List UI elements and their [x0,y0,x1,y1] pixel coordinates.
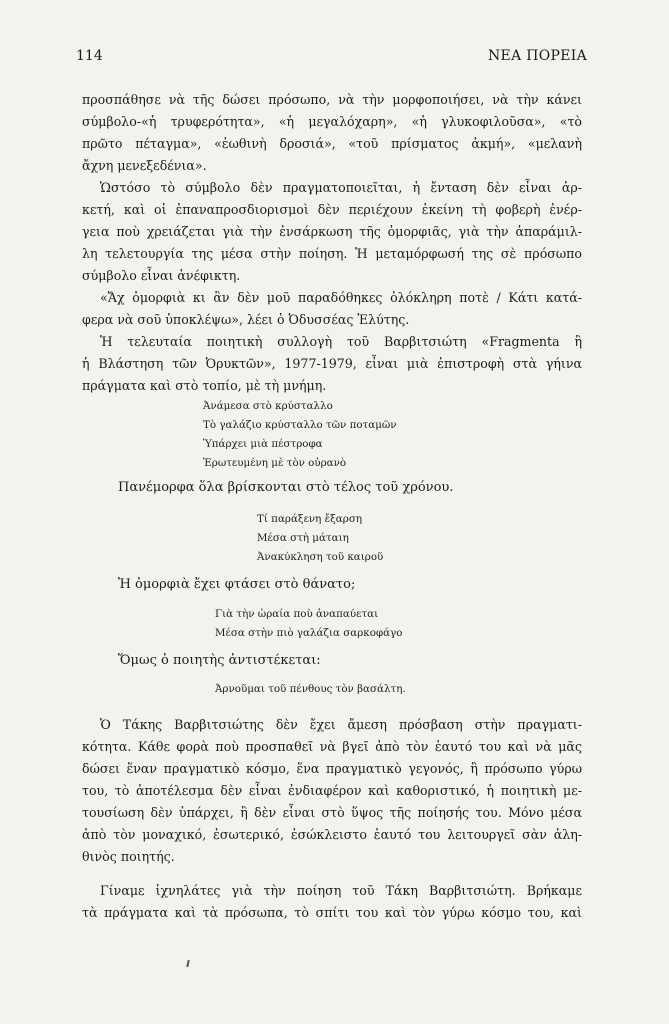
verse-line: Τί παράξενη ἔξαρση [257,513,363,525]
paragraph-1 [82,89,582,177]
text-line: «Ἄχ ὀμορφιὰ κι ἂν δὲν μοῦ παραδόθηκες ὁλόκληρη ποτὲ / Κάτι κατά- [100,290,582,305]
text-line: τὰ πράγματα καὶ τὰ πρόσωπα, τὸ σπίτι του καὶ τὸν γύρω κόσμο του, καὶ [82,905,582,920]
text-line: τουσίωση δὲν ὑπάρχει, ἢ δὲν εἶναι στὸ ὕψος τῆς ποίησής του. Μόνο μέσα [82,805,582,820]
verse-line: Γιὰ τὴν ὡραία ποὺ ἀναπαύεται [215,608,379,620]
verse-line: Μέσα στὴ μάταιη [257,532,349,544]
text-line: δώσει ἕναν πραγματικὸ κόσμο, ἕνα πραγματικὸ γεγονός, ἢ πρόσωπο γύρω [82,761,582,776]
verse-line: Ἀρνοῦμαι τοῦ πένθους τὸν βασάλτη. [215,683,406,695]
text-line: κετή, καὶ οἱ ἐπαναπροσδιορισμοὶ δὲν περιέχουν ἐκείνη τὴ φοβερὴ ἐνέρ- [82,202,582,217]
text-line: σύμβολο-«ἡ τρυφερότητα», «ἡ μεγαλόχαρη», «ἡ γλυκοφιλοῦσα», «τὸ [82,114,582,129]
paragraph-2 [82,177,582,287]
verse-line: Ἀνακύκληση τοῦ καιροῦ [257,551,384,563]
page-header [76,48,587,68]
text-line: φερα νὰ σοῦ ὑποκλέψω», λέει ὁ Ὀδυσσέας Ἐλύτης. [82,312,410,327]
text-line: ἀπὸ τὸν μοναχικό, ἐσωτερικό, ἐσώκλειστο ἑαυτό του λειτουργεῖ σὰν ἀλη- [82,827,582,842]
poem-stanza-4 [215,680,406,699]
text-line: του, τὸ ἀποτέλεσμα δὲν εἶναι ἐνδιαφέρον καὶ καθοριστικό, ἡ ποιητικὴ με- [82,783,582,798]
text-line: Ὁ Τάκης Βαρβιτσιώτης δὲν ἔχει ἄμεση πρόσβαση στὴν πραγματι- [100,717,582,732]
page-number: 114 [76,48,103,64]
text-line: ἄχνη μενεξεδένια». [82,158,207,173]
paragraph-5 [82,714,582,868]
text-line: σύμβολο εἶναι ἀνέφικτη. [82,268,241,283]
text-line: θινὸς ποιητής. [82,849,175,864]
running-title: ΝΕΑ ΠΟΡΕΙΑ [488,48,587,64]
text-line: προσπάθησε νὰ τῆς δώσει πρόσωπο, νὰ τὴν μορφοποιήσει, νὰ τὴν κάνει [82,92,582,107]
text-line: πράγματα καὶ στὸ τοπίο, μὲ τὴ μνήμη. [82,378,327,393]
prose-line-3: Ὅμως ὁ ποιητὴς ἀντιστέκεται: [118,653,321,668]
paragraph-6 [82,880,582,924]
verse-line: Μέσα στὴν πιὸ γαλάζια σαρκοφάγο [215,627,403,639]
text-line: Ὡστόσο τὸ σύμβολο δὲν πραγματοποιεῖται, ἡ ἔνταση δὲν εἶναι ἀρ- [100,180,582,195]
text-line: γεια ποὺ χρειάζεται γιὰ τὴν ἐνσάρκωση τῆς ὀμορφιᾶς, γιὰ τὴν ἀπαράμιλ- [82,224,582,239]
paragraph-4 [82,331,582,397]
text-line: κότητα. Κάθε φορὰ ποὺ προσπαθεῖ νὰ βγεῖ ἀπὸ τὸν ἑαυτό του καὶ νὰ μᾶς [82,739,582,754]
text-line: πρῶτο πέταγμα», «ἐωθινὴ δροσιά», «τοῦ πρίσματος ἀκμή», «μελανὴ [82,136,582,151]
prose-line-1: Πανέμορφα ὅλα βρίσκονται στὸ τέλος τοῦ χρόνου. [118,480,454,495]
verse-line: Ἐρωτευμένη μὲ τὸν οὐρανὸ [203,457,347,469]
verse-line: Ἀνάμεσα στὸ κρύσταλλο [203,400,333,412]
paragraph-3 [82,287,582,331]
text-line: Γίναμε ἰχνηλάτες γιὰ τὴν ποίηση τοῦ Τάκη Βαρβιτσιώτη. Βρήκαμε [100,883,582,898]
poem-stanza-3 [215,605,402,643]
poem-stanza-1 [203,397,397,473]
verse-line: Τὸ γαλάζιο κρύσταλλο τῶν ποταμῶν [203,419,397,431]
prose-line-2: Ἡ ὀμορφιὰ ἔχει φτάσει στὸ θάνατο; [118,577,356,592]
poem-stanza-2 [257,510,383,567]
text-line: ἡ Βλάστηση τῶν Ὀρυκτῶν», 1977-1979, εἶναι μιὰ ἐπιστροφὴ στὰ γήινα [82,356,582,371]
ink-speck [186,960,189,967]
text-line: λη τελετουργία της μέσα στὴν ποίηση. Ἡ μεταμόρφωσή της σὲ πρόσωπο [82,246,582,261]
verse-line: Ὑπάρχει μιὰ πέστροφα [203,438,323,450]
text-line: Ἡ τελευταία ποιητικὴ συλλογὴ τοῦ Βαρβιτσιώτη «Fragmenta ἢ [100,334,582,349]
